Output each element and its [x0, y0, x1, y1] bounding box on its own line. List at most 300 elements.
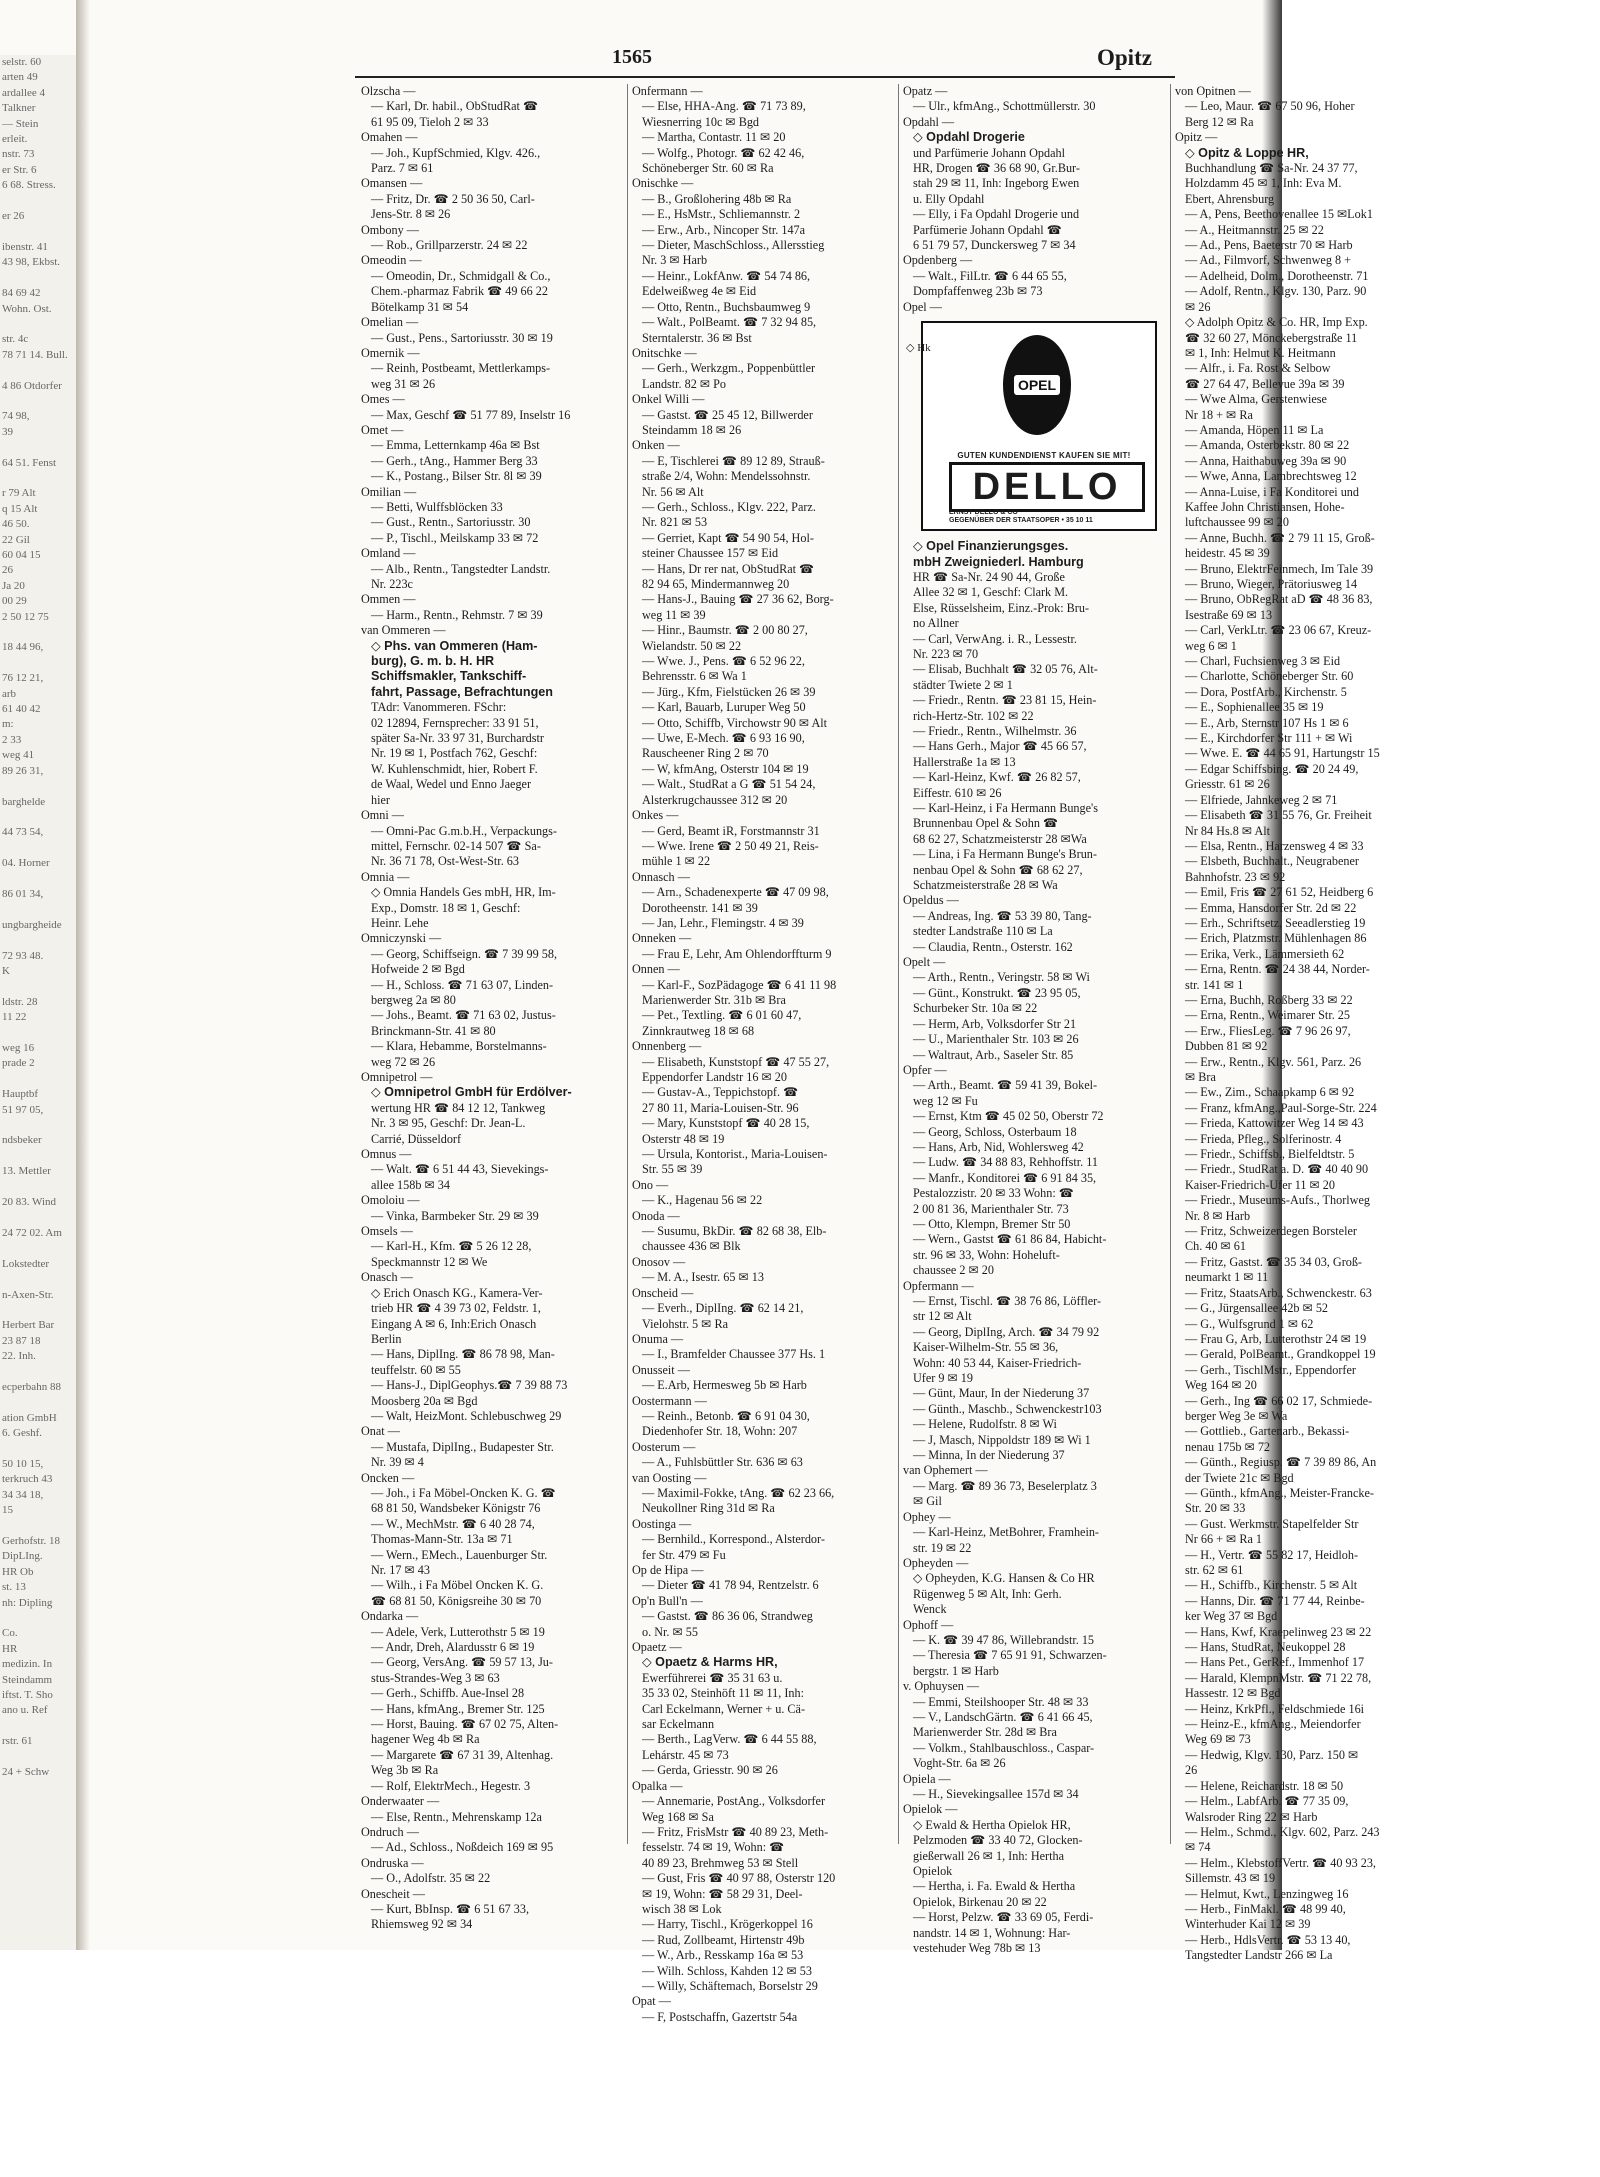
- directory-entry-line: — Joh., i Fa Möbel-Oncken K. G. ☎: [371, 1485, 556, 1500]
- directory-entry-line: — Rolf, ElektrMech., Hegestr. 3: [371, 1778, 531, 1793]
- directory-entry-line: — Georg, VersAng. ☎ 59 57 13, Ju-: [371, 1655, 553, 1670]
- directory-entry-line: — Joh., KupfSchmied, Klgv. 426.,: [371, 145, 541, 160]
- directory-entry-line: ◇ Ewald & Hertha Opielok HR,: [913, 1817, 1071, 1832]
- directory-entry-line: Buchhandlung ☎ Sa-Nr. 24 37 77,: [1185, 161, 1358, 176]
- previous-page-text-fragment: 11 22: [2, 1011, 27, 1024]
- directory-entry-line: — Klara, Hebamme, Borstelmanns-: [371, 1039, 547, 1054]
- directory-entry-line: Kaiser-Friedrich-Ufer 11 ✉ 20: [1185, 1177, 1335, 1192]
- surname-heading: Opfermann —: [903, 1278, 974, 1293]
- surname-heading: Omoloiu —: [361, 1193, 420, 1208]
- directory-entry-line: — Erna, Buchh, Roßberg 33 ✉ 22: [1185, 992, 1353, 1007]
- surname-heading: Omes —: [361, 392, 405, 407]
- directory-entry-line: — Walt, HeizMont. Schlebuschweg 29: [371, 1408, 562, 1423]
- directory-entry-line: Nr. 3 ✉ 95, Geschf: Dr. Jean-L.: [371, 1116, 526, 1131]
- directory-entry-line: ◇ Erich Onasch KG., Kamera-Ver-: [371, 1285, 543, 1300]
- ad-slogan: GUTEN KUNDENDIENST KAUFEN SIE MIT!: [957, 451, 1131, 461]
- previous-page-text-fragment: Co.: [2, 1627, 18, 1640]
- directory-entry-line: — Gastst. ☎ 86 36 06, Strandweg: [642, 1609, 813, 1624]
- directory-entry-line: — Else, Rentn., Mehrenskamp 12a: [371, 1809, 542, 1824]
- directory-entry-line: — Hans-J., Bauing ☎ 27 36 62, Borg-: [642, 592, 834, 607]
- directory-entry-line: — Friedr., Schiffsb., Bielfeldtstr. 5: [1185, 1147, 1355, 1162]
- directory-entry-line: — H., Vertr. ☎ 55 82 17, Heidloh-: [1185, 1547, 1359, 1562]
- previous-page-text-fragment: 2 33: [2, 733, 22, 746]
- directory-entry-line: — Helene, Rudolfstr. 8 ✉ Wi: [913, 1417, 1057, 1432]
- surname-heading: Ophoff —: [903, 1617, 954, 1632]
- directory-entry-line: — Gerh., Schloss., Klgv. 222, Parz.: [642, 499, 816, 514]
- previous-page-text-fragment: [0, 1519, 78, 1534]
- directory-entry-line: de Waal, Wedel und Enno Jaeger: [371, 777, 532, 792]
- previous-page-text-fragment: n-Axen-Str.: [2, 1288, 54, 1301]
- directory-entry-line: Ch. 40 ✉ 61: [1185, 1239, 1246, 1254]
- previous-page-text-fragment: terkruch 43: [2, 1473, 53, 1486]
- previous-page-text-fragment: [0, 1118, 78, 1133]
- directory-entry-line: — W, kfmAng, Osterstr 104 ✉ 19: [642, 761, 809, 776]
- surname-heading: Omniczynski —: [361, 931, 442, 946]
- directory-entry-line: Nr. 56 ✉ Alt: [642, 484, 704, 499]
- directory-entry-line: — Maximil-Fokke, tAng. ☎ 62 23 66,: [642, 1485, 835, 1500]
- directory-entry-line: Dubben 81 ✉ 92: [1185, 1039, 1268, 1054]
- previous-page-text-fragment: 4 86 Otdorfer: [2, 379, 62, 392]
- directory-entry-line: ◇ Opdahl Drogerie: [913, 130, 1025, 145]
- directory-entry-line: Steindamm 18 ✉ 26: [642, 422, 742, 437]
- surname-heading: Omland —: [361, 546, 416, 561]
- previous-page-text-fragment: str. 4c: [2, 333, 29, 346]
- directory-entry-line: — Elsbeth, Buchhalt., Neugrabener: [1185, 854, 1359, 869]
- surname-heading: Opelt —: [903, 955, 946, 970]
- directory-entry-line: — Amanda, Höpen 11 ✉ La: [1185, 422, 1324, 437]
- directory-entry-line: — Hans, Kwf, Kraepelinweg 23 ✉ 22: [1185, 1624, 1372, 1639]
- directory-entry-line: luftchaussee 99 ✉ 20: [1185, 515, 1289, 530]
- directory-entry-line: — E., Kirchdorfer Str 111 + ✉ Wi: [1185, 731, 1353, 746]
- directory-entry-line: Pestalozzistr. 20 ✉ 33 Wohn: ☎: [913, 1186, 1074, 1201]
- directory-entry-line: Carrié, Düsseldorf: [371, 1131, 462, 1146]
- previous-page-text-fragment: iftst. T. Sho: [2, 1689, 53, 1702]
- directory-entry-line: str 12 ✉ Alt: [913, 1309, 972, 1324]
- previous-page-text-fragment: 46 50.: [2, 518, 30, 531]
- directory-entry-line: — Gerriet, Kapt ☎ 54 90 54, Hol-: [642, 530, 814, 545]
- directory-entry-line: Rauscheener Ring 2 ✉ 70: [642, 746, 769, 761]
- previous-page-text-fragment: [0, 440, 78, 455]
- directory-entry-line: — Adele, Verk, Lutterothstr 5 ✉ 19: [371, 1624, 545, 1639]
- directory-entry-line: — Friedr., Rentn. ☎ 23 81 15, Hein-: [913, 693, 1097, 708]
- directory-entry-line: 27 80 11, Maria-Louisen-Str. 96: [642, 1100, 799, 1115]
- previous-page-text-fragment: HR Ob: [2, 1565, 34, 1578]
- directory-entry-line: Weg 164 ✉ 20: [1185, 1378, 1257, 1393]
- directory-entry-line: — Fritz, Dr. ☎ 2 50 36 50, Carl-: [371, 191, 535, 206]
- directory-entry-line: — Bruno, Wieger, Prätoriusweg 14: [1185, 577, 1358, 591]
- previous-page-text-fragment: [0, 471, 78, 486]
- previous-page-text-fragment: 22 Gil: [2, 533, 30, 546]
- directory-entry-line: Opielok: [913, 1864, 953, 1879]
- directory-entry-line: — Karl-H., Kfm. ☎ 5 26 12 28,: [371, 1239, 532, 1254]
- directory-entry-line: — E., Arb, Sternstr 107 Hs 1 ✉ 6: [1185, 715, 1349, 730]
- ad-brand: DELLO: [949, 462, 1145, 512]
- directory-entry-line: Vielohstr. 5 ✉ Ra: [642, 1316, 728, 1331]
- directory-entry-line: mittel, Fernschr. 02-14 507 ☎ Sa-: [371, 838, 541, 853]
- surname-heading: Opeldus —: [903, 893, 959, 908]
- directory-entry-line: — Walt., PolBeamt. ☎ 7 32 94 85,: [642, 315, 817, 330]
- directory-entry-line: Bötelkamp 31 ✉ 54: [371, 299, 469, 314]
- previous-page-text-fragment: nstr. 73: [2, 148, 35, 161]
- directory-entry-line: Nr 84 Hs.8 ✉ Alt: [1185, 823, 1271, 838]
- previous-page-text-fragment: 50 10 15,: [2, 1457, 44, 1470]
- directory-entry-line: — Erna, Rentn., Weimarer Str. 25: [1185, 1008, 1350, 1023]
- directory-entry-line: — Franz, kfmAng.,Paul-Sorge-Str. 224: [1185, 1100, 1377, 1115]
- directory-entry-line: Griesstr. 61 ✉ 26: [1185, 777, 1270, 792]
- directory-entry-line: — Wilh., i Fa Möbel Oncken K. G.: [371, 1578, 544, 1593]
- surname-heading: Onkel Willi —: [632, 392, 705, 407]
- directory-entry-line: — Ad., Filmvorf, Schwenweg 8 +: [1185, 253, 1351, 268]
- previous-page-text-fragment: [0, 317, 78, 332]
- surname-heading: Onoda —: [632, 1208, 680, 1223]
- previous-page-text-fragment: 78 71 14. Bull.: [2, 348, 68, 361]
- surname-heading: Ono —: [632, 1177, 669, 1192]
- previous-page-text-fragment: [0, 625, 78, 640]
- previous-page-text-fragment: [0, 271, 78, 286]
- surname-heading: Ondarka —: [361, 1609, 419, 1624]
- directory-entry-line: Moosberg 20a ✉ Bgd: [371, 1393, 478, 1408]
- directory-entry-line: — Dieter ☎ 41 78 94, Rentzelstr. 6: [642, 1578, 819, 1593]
- previous-page-text-fragment: 60 04 15: [2, 549, 41, 561]
- directory-entry-line: — Karl, Dr. habil., ObStudRat ☎: [371, 99, 539, 114]
- previous-page-text-fragment: er 26: [2, 210, 25, 223]
- ad-footer-address: GEGENÜBER DER STAATSOPER • 35 10 11: [949, 517, 1093, 525]
- directory-entry-line: später Sa-Nr. 33 97 31, Burchardstr: [371, 731, 544, 746]
- directory-entry-line: Else, Rüsselsheim, Einz.-Prok: Bru-: [913, 600, 1090, 615]
- directory-entry-line: Alsterkrugchaussee 312 ✉ 20: [642, 792, 788, 807]
- previous-page-fragment: [0, 55, 80, 1950]
- directory-entry-line: — Wwe. E. ☎ 44 65 91, Hartungstr 15: [1185, 746, 1380, 761]
- previous-page-text-fragment: st. 13: [2, 1581, 26, 1594]
- previous-page-text-fragment: [0, 1272, 78, 1287]
- directory-entry-line: str. 19 ✉ 22: [913, 1540, 972, 1555]
- directory-entry-line: — Erw., FliesLeg. ☎ 7 96 26 97,: [1185, 1023, 1351, 1038]
- directory-entry-line: — Elsa, Rentn., Harzensweg 4 ✉ 33: [1185, 838, 1364, 853]
- directory-entry-line: — Vinka, Barmbeker Str. 29 ✉ 39: [371, 1208, 539, 1223]
- previous-page-text-fragment: 43 98, Ekbst.: [2, 256, 61, 269]
- surname-heading: Omnus —: [361, 1147, 412, 1162]
- surname-heading: Onusseit —: [632, 1362, 690, 1377]
- directory-entry-line: HR ☎ Sa-Nr. 24 90 44, Große: [913, 569, 1065, 584]
- directory-entry-line: — Mary, Kunststopf ☎ 40 28 15,: [642, 1116, 810, 1131]
- previous-page-text-fragment: 22. Inh.: [2, 1350, 36, 1363]
- directory-entry-line: Ufer 9 ✉ 19: [913, 1371, 973, 1386]
- surname-heading: Omelian —: [361, 315, 419, 330]
- directory-entry-line: W. Kuhlenschmidt, hier, Robert F.: [371, 761, 538, 776]
- directory-entry-line: Brunnenbau Opel & Sohn ☎: [913, 816, 1059, 831]
- previous-page-text-fragment: selstr. 60: [2, 56, 42, 68]
- directory-entry-line: — H., Schloss. ☎ 71 63 07, Linden-: [371, 977, 554, 992]
- directory-entry-line: — Frau G, Arb, Lutterothstr 24 ✉ 19: [1185, 1331, 1367, 1346]
- directory-entry-line: — Gust., Rentn., Sartoriusstr. 30: [371, 515, 531, 530]
- directory-entry-line: — Günth., Regiusp. ☎ 7 39 89 86, An: [1185, 1455, 1377, 1470]
- surname-heading: Omilian —: [361, 484, 417, 499]
- surname-heading: Onkes —: [632, 808, 679, 823]
- directory-entry-line: — Frau E, Lehr, Am Ohlendorffturm 9: [642, 946, 832, 961]
- directory-entry-line: nenbau Opel & Sohn ☎ 68 62 27,: [913, 862, 1083, 877]
- directory-entry-line: — Dora, PostfArb., Kirchenstr. 5: [1185, 684, 1347, 699]
- directory-entry-line: — Hertha, i. Fa. Ewald & Hertha: [913, 1879, 1076, 1894]
- directory-entry-line: Dorotheenstr. 141 ✉ 39: [642, 900, 758, 915]
- previous-page-text-fragment: [0, 1241, 78, 1256]
- directory-entry-line: ☎ 68 81 50, Königsreihe 30 ✉ 70: [371, 1593, 542, 1608]
- directory-entry-line: — Günth., Maschb., Schwenckestr103: [913, 1401, 1102, 1416]
- directory-column-1: [361, 84, 623, 1932]
- directory-entry-line: — Gerh., Ing ☎ 66 02 17, Schmiede-: [1185, 1393, 1373, 1408]
- directory-entry-line: — Helmut, Kwt., Lenzingweg 16: [1185, 1886, 1349, 1901]
- directory-entry-line: Nr 66 + ✉ Ra 1: [1185, 1532, 1262, 1547]
- directory-entry-line: — Otto, Schiffb, Virchowstr 90 ✉ Alt: [642, 715, 828, 730]
- directory-entry-line: allee 158b ✉ 34: [371, 1177, 450, 1192]
- directory-entry-line: straße 2/4, Wohn: Mendelssohnstr.: [642, 469, 811, 484]
- directory-entry-line: — Everh., DiplIng. ☎ 62 14 21,: [642, 1301, 804, 1316]
- directory-entry-line: TAdr: Vanommeren. FSchr:: [371, 700, 507, 715]
- directory-entry-line: — Georg, DiplIng, Arch. ☎ 34 79 92: [913, 1324, 1100, 1339]
- directory-entry-line: Thomas-Mann-Str. 13a ✉ 71: [371, 1532, 513, 1547]
- previous-page-text-fragment: 86 01 34,: [2, 887, 44, 900]
- directory-entry-line: ◇ Opheyden, K.G. Hansen & Co HR: [913, 1571, 1095, 1586]
- directory-entry-line: ✉ 74: [1185, 1840, 1211, 1855]
- previous-page-text-fragment: Wohn. Ost.: [2, 302, 52, 315]
- directory-entry-line: — Ludw. ☎ 34 88 83, Rehhoffstr. 11: [913, 1155, 1099, 1170]
- directory-entry-line: — Claudia, Rentn., Osterstr. 162: [913, 939, 1073, 954]
- directory-entry-line: — Johs., Beamt. ☎ 71 63 02, Justus-: [371, 1008, 556, 1023]
- directory-entry-line: Speckmannstr 12 ✉ We: [371, 1254, 488, 1269]
- directory-entry-line: — Heinz, KrkPfl., Feldschmiede 16i: [1185, 1701, 1365, 1716]
- surname-heading: Omernik —: [361, 345, 420, 360]
- directory-entry-line: Pelzmoden ☎ 33 40 72, Glocken-: [913, 1833, 1083, 1848]
- directory-entry-line: wertung HR ☎ 84 12 12, Tankweg: [371, 1100, 546, 1115]
- directory-entry-line: — J, Masch, Nippoldstr 189 ✉ Wi 1: [913, 1432, 1091, 1447]
- directory-entry-line: bergweg 2a ✉ 80: [371, 992, 456, 1007]
- directory-entry-line: Schatzmeisterstraße 28 ✉ Wa: [913, 878, 1058, 893]
- directory-entry-line: — K. ☎ 39 47 86, Willebrandstr. 15: [913, 1632, 1095, 1647]
- directory-entry-line: ✉ 26: [1185, 299, 1211, 314]
- directory-entry-line: — Fritz, StaatsArb., Schwenckestr. 63: [1185, 1285, 1372, 1300]
- directory-entry-line: — Uwe, E-Mech. ☎ 6 93 16 90,: [642, 731, 805, 746]
- directory-entry-line: ◇ Omnia Handels Ges mbH, HR, Im-: [371, 885, 556, 900]
- directory-entry-line: — Karl, Bauarb, Luruper Weg 50: [642, 700, 806, 715]
- directory-entry-line: — Gerd, Beamt iR, Forstmannstr 31: [642, 823, 820, 838]
- directory-entry-line: Hofweide 2 ✉ Bgd: [371, 962, 465, 977]
- directory-entry-line: — Marg. ☎ 89 36 73, Beselerplatz 3: [913, 1478, 1097, 1493]
- previous-page-text-fragment: weg 16: [2, 1042, 35, 1054]
- directory-entry-line: Wenck: [913, 1602, 947, 1617]
- directory-entry-line: — Max, Geschf ☎ 51 77 89, Inselstr 16: [371, 407, 571, 422]
- directory-entry-line: — Hans, Arb, Nid, Wohlersweg 42: [913, 1139, 1084, 1154]
- directory-entry-line: nandstr. 14 ✉ 1, Wohnung: Har-: [913, 1925, 1071, 1940]
- surname-heading: Onuma —: [632, 1331, 684, 1346]
- directory-column-4: [1175, 84, 1380, 1963]
- surname-heading: Ophey —: [903, 1509, 951, 1524]
- directory-entry-line: — Carl, VerkLtr. ☎ 23 06 67, Kreuz-: [1185, 623, 1372, 638]
- directory-entry-line: Osterstr 48 ✉ 19: [642, 1131, 725, 1146]
- directory-entry-line: Berg 12 ✉ Ra: [1185, 114, 1254, 129]
- previous-page-text-fragment: prade 2: [2, 1057, 35, 1070]
- directory-entry-line: rich-Hertz-Str. 102 ✉ 22: [913, 708, 1034, 723]
- column-3-bottom: [903, 539, 1165, 1956]
- directory-entry-line: stus-Strandes-Weg 3 ✉ 63: [371, 1670, 500, 1685]
- directory-entry-line: HR, Drogen ☎ 36 68 90, Gr.Bur-: [913, 161, 1080, 176]
- ad-footer: [949, 509, 1145, 525]
- directory-entry-line: — Mustafa, DiplIng., Budapester Str.: [371, 1439, 554, 1454]
- previous-page-text-fragment: [0, 1395, 78, 1410]
- directory-entry-line: chaussee 2 ✉ 20: [913, 1263, 994, 1278]
- directory-entry-line: hier: [371, 792, 390, 807]
- directory-entry-line: — Erw., Rentn., Klgv. 561, Parz. 26: [1185, 1054, 1362, 1069]
- directory-entry-line: — H., Schiffb., Kirchenstr. 5 ✉ Alt: [1185, 1578, 1358, 1593]
- surname-heading: Omni —: [361, 808, 404, 823]
- directory-entry-line: — Emmi, Steilshooper Str. 48 ✉ 33: [913, 1694, 1089, 1709]
- surname-heading: Omansen —: [361, 176, 423, 191]
- previous-page-text-fragment: ano u. Ref: [2, 1704, 48, 1717]
- previous-page-text-fragment: 64 51. Fenst: [2, 456, 57, 469]
- surname-heading: Ombony —: [361, 222, 419, 237]
- surname-heading: Opdenberg —: [903, 253, 973, 268]
- directory-entry-line: Parz. 7 ✉ 61: [371, 161, 434, 176]
- directory-entry-line: — Alfr., i. Fa. Rost & Selbow: [1185, 361, 1331, 376]
- directory-entry-line: — Annemarie, PostAng., Volksdorfer: [642, 1794, 826, 1809]
- directory-entry-line: — Gerh., Werkzgm., Poppenbüttler: [642, 361, 816, 376]
- directory-entry-line: ✉ 1, Inh: Helmut K. Heitmann: [1185, 345, 1336, 360]
- directory-entry-line: — Elisab, Buchhalt ☎ 32 05 76, Alt-: [913, 662, 1098, 677]
- surname-heading: Onscheid —: [632, 1285, 694, 1300]
- surname-heading: Onat —: [361, 1424, 400, 1439]
- directory-entry-line: — Dieter, MaschSchloss., Allersstieg: [642, 238, 825, 253]
- previous-page-text-fragment: [0, 363, 78, 378]
- directory-entry-line: Str. 20 ✉ 33: [1185, 1501, 1246, 1516]
- directory-entry-line: — A., Heitmannstr. 25 ✉ 22: [1185, 222, 1324, 237]
- directory-entry-line: — Günth., kfmAng., Meister-Francke-: [1185, 1485, 1374, 1500]
- directory-entry-line: — Walt., FilLtr. ☎ 6 44 65 55,: [913, 268, 1067, 283]
- previous-page-text-fragment: [0, 810, 78, 825]
- previous-page-text-fragment: Hauptbf: [2, 1088, 39, 1101]
- directory-entry-line: teuffelstr. 60 ✉ 55: [371, 1362, 461, 1377]
- directory-entry-line: 40 89 23, Brehmweg 53 ✉ Stell: [642, 1855, 799, 1870]
- directory-entry-line: hagener Weg 4b ✉ Ra: [371, 1732, 480, 1747]
- surname-heading: Onitschke —: [632, 345, 697, 360]
- directory-entry-line: Nr. 19 ✉ 1, Postfach 762, Geschf:: [371, 746, 538, 761]
- directory-entry-line: — Günt., Konstrukt. ☎ 23 95 05,: [913, 985, 1081, 1000]
- directory-entry-line: — Carl, VerwAng. i. R., Lessestr.: [913, 631, 1077, 646]
- directory-entry-line: ✉ 19, Wohn: ☎ 58 29 31, Deel-: [642, 1886, 803, 1901]
- surname-heading: Onneken —: [632, 931, 692, 946]
- directory-entry-line: Hassestr. 12 ✉ Bgd: [1185, 1686, 1281, 1701]
- directory-entry-line: Exp., Domstr. 18 ✉ 1, Geschf:: [371, 900, 521, 915]
- directory-entry-line: Nr. 17 ✉ 43: [371, 1563, 430, 1577]
- surname-heading: Ondruch —: [361, 1824, 419, 1839]
- directory-entry-line: Isestraße 69 ✉ 13: [1185, 607, 1273, 622]
- directory-entry-line: Bahnhofstr. 23 ✉ 92: [1185, 869, 1286, 884]
- directory-entry-line: — V., LandschGärtn. ☎ 6 41 66 45,: [913, 1709, 1093, 1724]
- directory-entry-line: — K., Postang., Bilser Str. 8l ✉ 39: [371, 469, 542, 484]
- surname-heading: Omeodin —: [361, 253, 422, 268]
- previous-page-text-fragment: 39: [2, 425, 13, 438]
- directory-entry-line: — Erich, Platzmstr. Mühlenhagen 86: [1185, 931, 1367, 946]
- directory-entry-line: weg 31 ✉ 26: [371, 376, 436, 391]
- previous-page-text-fragment: 23 87 18: [2, 1334, 41, 1347]
- surname-heading: Omet —: [361, 422, 404, 437]
- running-head: Opitz: [1097, 45, 1152, 70]
- directory-entry-line: — Kurt, BbInsp. ☎ 6 51 67 33,: [371, 1901, 530, 1916]
- opel-logo-text: OPEL: [1014, 375, 1060, 395]
- directory-entry-line: städter Twiete 2 ✉ 1: [913, 677, 1013, 692]
- directory-entry-line: nenau 175b ✉ 72: [1185, 1439, 1271, 1454]
- directory-entry-line: — Arth., Beamt. ☎ 59 41 39, Bokel-: [913, 1078, 1098, 1093]
- directory-entry-line: weg 11 ✉ 39: [642, 607, 706, 622]
- previous-page-text-fragment: nh: Dipling: [2, 1596, 53, 1609]
- previous-page-text-fragment: 18 44 96,: [2, 641, 44, 654]
- previous-page-text-fragment: [0, 1611, 78, 1626]
- directory-entry-line: — Gerda, Griesstr. 90 ✉ 26: [642, 1763, 778, 1778]
- ad-footer-company: ERNST DELLO & CO: [949, 509, 1018, 517]
- directory-entry-line: — Ulr., kfmAng., Schottmüllerstr. 30: [913, 99, 1096, 114]
- directory-entry-line: — Bruno, ElektrFeinmech, Im Tale 39: [1185, 561, 1374, 576]
- directory-entry-line: — Bernhild., Korrespond., Alsterdor-: [642, 1532, 825, 1547]
- column-divider: [1170, 84, 1171, 1844]
- directory-entry-line: — Erw., Arb., Nincoper Str. 147a: [642, 222, 806, 237]
- previous-page-text-fragment: ardallee 4: [2, 86, 46, 99]
- surname-heading: van Oosting —: [632, 1470, 707, 1485]
- directory-entry-line: — Omeodin, Dr., Schmidgall & Co.,: [371, 268, 551, 283]
- previous-page-text-fragment: 13. Mettler: [2, 1165, 51, 1178]
- previous-page-text-fragment: 24 72 02. Am: [2, 1226, 62, 1239]
- directory-entry-line: — Emil, Fris ☎ 27 61 52, Heidberg 6: [1185, 885, 1374, 900]
- directory-entry-line: Lehárstr. 45 ✉ 73: [642, 1747, 729, 1762]
- directory-entry-line: str. 62 ✉ 61: [1185, 1563, 1244, 1577]
- directory-entry-line: — Gust. Werkmstr. Stapelfelder Str: [1185, 1516, 1359, 1531]
- previous-page-text-fragment: Talkner: [2, 102, 36, 115]
- previous-page-text-fragment: K: [2, 964, 10, 977]
- previous-page-text-fragment: er Str. 6: [2, 163, 37, 176]
- previous-page-text-fragment: r 79 Alt: [2, 487, 36, 500]
- surname-heading: Opaetz —: [632, 1640, 682, 1655]
- directory-entry-line: fesselstr. 74 ✉ 19, Wohn: ☎: [642, 1840, 785, 1855]
- previous-page-text-fragment: 15: [2, 1504, 13, 1517]
- directory-entry-line: — Amanda, Osterbekstr. 80 ✉ 22: [1185, 438, 1350, 453]
- directory-entry-line: Weg 69 ✉ 73: [1185, 1732, 1251, 1747]
- directory-entry-line: — Wwe. Irene ☎ 2 50 49 21, Reis-: [642, 838, 819, 853]
- previous-page-text-fragment: Herbert Bar: [2, 1319, 55, 1332]
- directory-entry-line: — Betti, Wulffsblöcken 33: [371, 499, 503, 514]
- directory-entry-line: — G., Jürgensallee 42b ✉ 52: [1185, 1301, 1329, 1316]
- directory-entry-line: 2 00 81 36, Marienthaler Str. 73: [913, 1201, 1069, 1216]
- previous-page-text-fragment: HR: [2, 1642, 18, 1655]
- surname-heading: Oncken —: [361, 1470, 415, 1485]
- directory-entry-line: Eingang A ✉ 6, Inh:Erich Onasch: [371, 1316, 537, 1331]
- column-3-top: [903, 84, 1165, 315]
- directory-entry-line: Weg 168 ✉ Sa: [642, 1809, 714, 1824]
- directory-entry-line: — Günt, Maur, In der Niederung 37: [913, 1386, 1090, 1401]
- directory-entry-line: Jens-Str. 8 ✉ 26: [371, 207, 451, 222]
- surname-heading: Onken —: [632, 438, 680, 453]
- directory-entry-line: Rhiemsweg 92 ✉ 34: [371, 1917, 473, 1932]
- directory-entry-line: — Heinz-E., kfmAng., Meiendorfer: [1185, 1717, 1361, 1732]
- surname-heading: Ommen —: [361, 592, 416, 607]
- directory-entry-line: fer Str. 479 ✉ Fu: [642, 1547, 726, 1562]
- surname-heading: Opatz —: [903, 84, 948, 98]
- previous-page-text-fragment: 2 50 12 75: [2, 610, 49, 623]
- directory-entry-line: Schiffsmakler, Tankschiff-: [371, 669, 527, 684]
- directory-entry-line: Landstr. 82 ✉ Po: [642, 376, 727, 391]
- directory-entry-line: ✉ Gil: [913, 1494, 942, 1509]
- surname-heading: Onescheit —: [361, 1886, 425, 1901]
- previous-page-text-fragment: Steindamm: [2, 1673, 53, 1686]
- directory-entry-line: — Elfriede, Jahnkeweg 2 ✉ 71: [1185, 792, 1338, 807]
- previous-page-text-fragment: [0, 1303, 78, 1318]
- directory-entry-line: — Fritz, Gastst. ☎ 35 34 03, Groß-: [1185, 1254, 1362, 1269]
- directory-entry-line: chaussee 436 ✉ Blk: [642, 1239, 741, 1254]
